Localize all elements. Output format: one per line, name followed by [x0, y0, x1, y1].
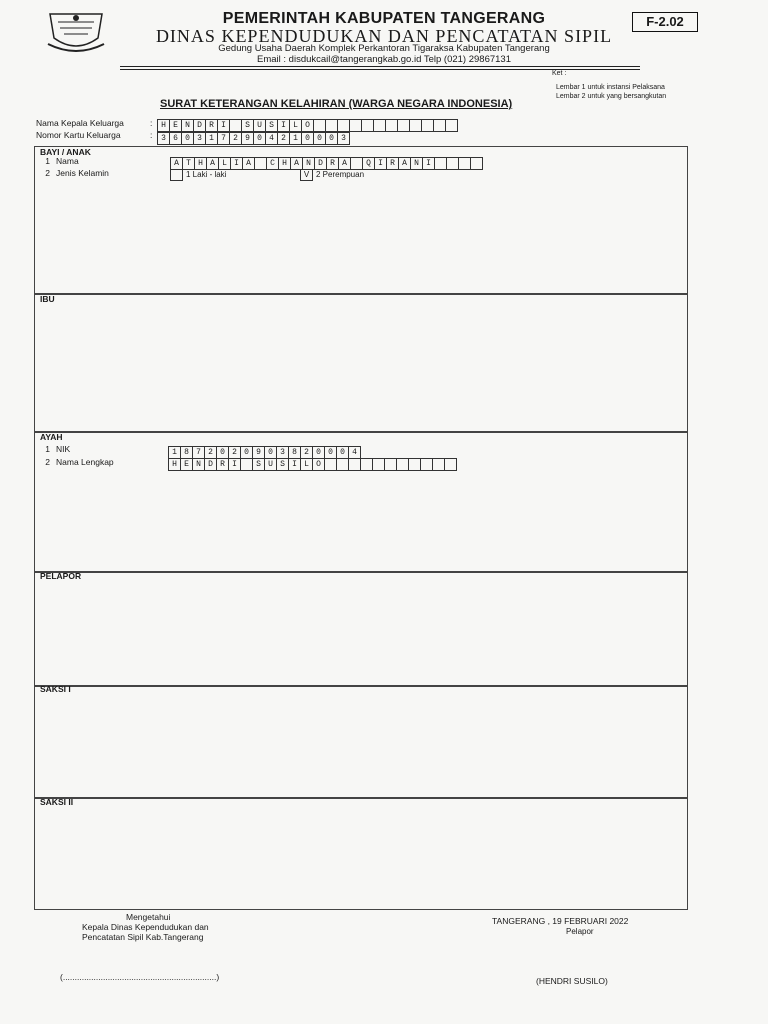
char-box[interactable]: 6 [169, 132, 182, 145]
char-box[interactable]: 2 [300, 446, 313, 459]
char-box[interactable]: U [253, 119, 266, 132]
char-box[interactable] [470, 157, 483, 170]
ket-label: Ket : [552, 70, 567, 77]
char-box[interactable]: 8 [180, 446, 193, 459]
ibu-header: IBU [40, 294, 55, 304]
char-box[interactable]: O [301, 119, 314, 132]
pelapor-header: PELAPOR [40, 571, 82, 581]
char-box[interactable]: E [180, 458, 193, 471]
char-box[interactable]: H [194, 157, 207, 170]
char-box[interactable]: S [252, 458, 265, 471]
char-box[interactable]: D [193, 119, 206, 132]
bayi-jk-label: 2 Jenis Kelamin [45, 168, 109, 178]
char-box[interactable]: 0 [324, 446, 337, 459]
char-box[interactable]: 0 [181, 132, 194, 145]
char-box[interactable]: 3 [337, 132, 350, 145]
char-box[interactable]: I [228, 458, 241, 471]
char-box[interactable]: A [290, 157, 303, 170]
kk-nama-boxes[interactable] [157, 119, 457, 130]
char-box[interactable]: L [300, 458, 313, 471]
char-box[interactable]: A [398, 157, 411, 170]
char-box[interactable]: D [204, 458, 217, 471]
char-box[interactable]: I [288, 458, 301, 471]
char-box[interactable]: 0 [301, 132, 314, 145]
char-box[interactable]: 0 [312, 446, 325, 459]
char-box[interactable]: A [170, 157, 183, 170]
char-box[interactable]: 0 [325, 132, 338, 145]
char-box[interactable]: N [181, 119, 194, 132]
char-box[interactable]: L [218, 157, 231, 170]
footer-mengetahui: Mengetahui [126, 912, 171, 922]
ayah-nama-label: 2 Nama Lengkap [45, 457, 114, 467]
char-box[interactable]: 3 [157, 132, 170, 145]
signature-line-left: (.................................................................) [60, 972, 220, 982]
section-saksi-2 [34, 798, 688, 910]
char-box[interactable]: R [205, 119, 218, 132]
char-box[interactable]: 0 [240, 446, 253, 459]
char-box[interactable]: C [266, 157, 279, 170]
char-box[interactable]: I [374, 157, 387, 170]
char-box[interactable]: 9 [252, 446, 265, 459]
bayi-header: BAYI / ANAK [40, 147, 91, 157]
char-box[interactable]: 2 [204, 446, 217, 459]
saksi1-header: SAKSI I [40, 684, 71, 694]
kk-nama-label: Nama Kepala Keluarga [36, 118, 124, 128]
char-box[interactable]: 2 [277, 132, 290, 145]
ket-lembar-2: Lembar 2 untuk yang bersangkutan [556, 93, 667, 100]
char-box[interactable]: I [422, 157, 435, 170]
kk-no-boxes[interactable] [157, 132, 349, 143]
char-box[interactable]: 0 [253, 132, 266, 145]
char-box[interactable]: H [278, 157, 291, 170]
char-box[interactable]: R [386, 157, 399, 170]
char-box[interactable]: H [157, 119, 170, 132]
char-box[interactable]: 7 [217, 132, 230, 145]
char-box[interactable]: E [169, 119, 182, 132]
footer-place-date: TANGERANG , 19 FEBRUARI 2022 [492, 916, 629, 926]
char-box[interactable]: U [264, 458, 277, 471]
bayi-jk-perempuan-option: 2 Perempuan [316, 170, 365, 179]
char-box[interactable]: 3 [193, 132, 206, 145]
char-box[interactable] [444, 458, 457, 471]
char-box[interactable]: D [314, 157, 327, 170]
kk-no-label: Nomor Kartu Keluarga [36, 130, 121, 140]
ayah-nik-label: 1 NIK [45, 444, 71, 454]
char-box[interactable]: S [241, 119, 254, 132]
char-box[interactable]: I [217, 119, 230, 132]
char-box[interactable]: 0 [216, 446, 229, 459]
header-address: Gedung Usaha Daerah Komplek Perkantoran Tigaraksa Kabupaten Tangerang [218, 43, 550, 54]
char-box[interactable]: L [289, 119, 302, 132]
char-box[interactable]: A [242, 157, 255, 170]
char-box[interactable]: S [276, 458, 289, 471]
bayi-nama-label: 1 Nama [45, 156, 79, 166]
colon: : [150, 130, 153, 140]
saksi2-header: SAKSI II [40, 797, 74, 807]
ayah-header: AYAH [40, 432, 63, 442]
char-box[interactable]: R [216, 458, 229, 471]
char-box[interactable]: 2 [229, 132, 242, 145]
form-title: SURAT KETERANGAN KELAHIRAN (WARGA NEGARA INDONESIA) [160, 98, 513, 110]
bayi-jk-laki-option: 1 Laki - laki [186, 170, 227, 179]
bayi-jk-perempuan-checkbox[interactable]: V [300, 169, 313, 181]
char-box[interactable]: 7 [192, 446, 205, 459]
form-code: F-2.02 [632, 12, 698, 32]
signature-name-right: (HENDRI SUSILO) [536, 976, 608, 986]
bayi-jk-laki-checkbox[interactable] [170, 169, 183, 181]
char-box[interactable]: 1 [289, 132, 302, 145]
section-ayah [34, 432, 688, 572]
footer-kepala-1: Kepala Dinas Kependudukan dan [82, 922, 209, 932]
ket-lembar-1: Lembar 1 untuk instansi Pelaksana [556, 84, 665, 91]
char-box[interactable]: T [182, 157, 195, 170]
char-box[interactable]: 0 [336, 446, 349, 459]
footer-kepala-2: Pencatatan Sipil Kab.Tangerang [82, 932, 204, 942]
char-box[interactable]: H [168, 458, 181, 471]
char-box[interactable]: 4 [348, 446, 361, 459]
char-box[interactable]: S [265, 119, 278, 132]
char-box[interactable]: N [192, 458, 205, 471]
char-box[interactable]: 2 [228, 446, 241, 459]
char-box[interactable]: I [277, 119, 290, 132]
header-contact: Email : disdukcail@tangerangkab.go.id Telp (021) 29867131 [257, 54, 511, 65]
section-saksi-1 [34, 686, 688, 798]
footer-pelapor: Pelapor [566, 927, 594, 936]
char-box[interactable]: 1 [168, 446, 181, 459]
char-box[interactable]: N [410, 157, 423, 170]
ayah-nama-boxes[interactable] [168, 458, 456, 469]
char-box[interactable]: O [312, 458, 325, 471]
char-box[interactable]: N [302, 157, 315, 170]
bayi-nama-boxes[interactable] [170, 157, 482, 168]
char-box[interactable]: 8 [288, 446, 301, 459]
char-box[interactable]: R [326, 157, 339, 170]
char-box[interactable]: A [338, 157, 351, 170]
header-rule [120, 66, 640, 67]
header-line1: PEMERINTAH KABUPATEN TANGERANG [222, 10, 546, 27]
char-box[interactable]: 4 [265, 132, 278, 145]
char-box[interactable]: A [206, 157, 219, 170]
char-box[interactable]: 3 [276, 446, 289, 459]
header-line2: DINAS KEPENDUDUKAN DAN PENCATATAN SIPIL [155, 26, 613, 46]
char-box[interactable]: 1 [205, 132, 218, 145]
char-box[interactable] [445, 119, 458, 132]
char-box[interactable]: 9 [241, 132, 254, 145]
ayah-nik-boxes[interactable] [168, 446, 360, 457]
colon: : [150, 118, 153, 128]
section-ibu [34, 294, 688, 432]
section-pelapor [34, 572, 688, 686]
char-box[interactable]: I [230, 157, 243, 170]
char-box[interactable]: 0 [264, 446, 277, 459]
char-box[interactable]: 0 [313, 132, 326, 145]
char-box[interactable]: Q [362, 157, 375, 170]
